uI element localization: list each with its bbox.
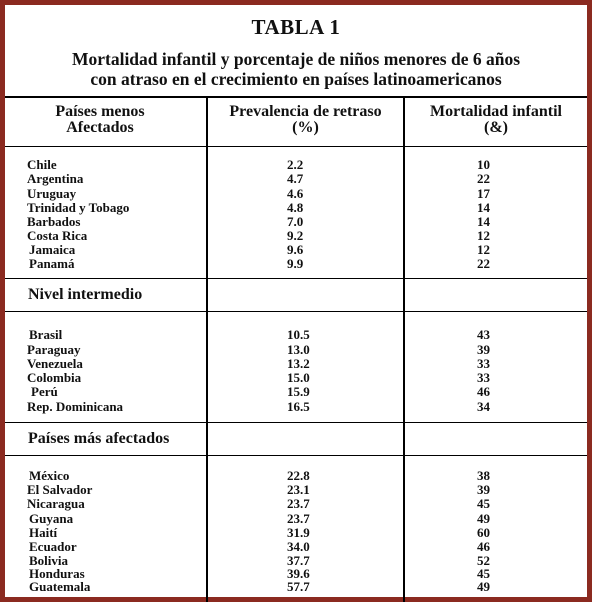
prevalence-cell: 4.8: [287, 200, 304, 215]
country-cell: Nicaragua: [27, 496, 85, 511]
mortality-cell: 14: [477, 214, 490, 229]
mortality-cell: 49: [477, 579, 490, 594]
header-mortality-line-1: Mortalidad infantil: [429, 103, 562, 120]
mortality-cell: 33: [477, 356, 490, 371]
country-cell: El Salvador: [27, 482, 93, 497]
prevalence-cell: 31.9: [287, 525, 310, 540]
prevalence-cell: 7.0: [287, 214, 304, 229]
prevalence-cell: 34.0: [287, 539, 310, 554]
mortality-cell: 22: [477, 256, 490, 271]
prevalence-cell: 4.7: [287, 171, 304, 186]
mortality-cell: 39: [477, 342, 490, 357]
mortality-cell: 22: [477, 171, 490, 186]
mortality-cell: 17: [477, 186, 490, 201]
country-cell: Guatemala: [29, 579, 91, 594]
prevalence-cell: 39.6: [287, 566, 310, 581]
country-cell: Jamaica: [29, 242, 76, 257]
mortality-cell: 34: [477, 399, 490, 414]
table-title: TABLA 1: [251, 15, 341, 39]
section2-bottom-rule: [5, 311, 587, 312]
mortality-cell: 46: [477, 384, 490, 399]
table-subtitle: [5, 49, 587, 89]
prevalence-cell: 9.6: [287, 242, 304, 257]
prevalence-cell: 22.8: [287, 468, 310, 483]
header-mortality: [405, 104, 587, 136]
mortality-cell: 12: [477, 228, 490, 243]
country-cell: Costa Rica: [27, 228, 88, 243]
country-cell: Argentina: [27, 171, 84, 186]
prevalence-cell: 2.2: [287, 157, 304, 172]
mortality-cell: 45: [477, 566, 490, 581]
country-cell: Guyana: [29, 511, 74, 526]
prevalence-cell: 9.2: [287, 228, 304, 243]
country-cell: Chile: [27, 157, 57, 172]
country-cell: Barbados: [27, 214, 81, 229]
column-divider-1: [206, 96, 208, 602]
country-cell: Haití: [29, 525, 58, 540]
prevalence-cell: 15.0: [287, 370, 310, 385]
country-cell: México: [29, 468, 70, 483]
mortality-cell: 10: [477, 157, 490, 172]
country-cell: Honduras: [29, 566, 85, 581]
subtitle-line-1: Mortalidad infantil y porcentaje de niños menores de 6 años: [71, 49, 521, 69]
prevalence-cell: 23.1: [287, 482, 310, 497]
country-cell: Panamá: [29, 256, 75, 271]
mortality-cell: 60: [477, 525, 490, 540]
header-countries-line-2: Afectados: [66, 119, 134, 136]
country-cell: Trinidad y Tobago: [27, 200, 130, 215]
mortality-cell: 45: [477, 496, 490, 511]
mortality-cell: 46: [477, 539, 490, 554]
prevalence-cell: 23.7: [287, 496, 310, 511]
mortality-cell: 12: [477, 242, 490, 257]
section3-top-rule: [5, 422, 587, 423]
country-cell: Brasil: [29, 327, 63, 342]
prevalence-cell: 57.7: [287, 579, 310, 594]
country-cell: Venezuela: [27, 356, 83, 371]
prevalence-cell: 13.0: [287, 342, 310, 357]
mortality-cell: 49: [477, 511, 490, 526]
header-prevalence-line-1: Prevalencia de retraso: [229, 103, 382, 120]
prevalence-cell: 4.6: [287, 186, 304, 201]
prevalence-cell: 13.2: [287, 356, 310, 371]
prevalence-cell: 37.7: [287, 553, 310, 568]
prevalence-cell: 16.5: [287, 399, 310, 414]
country-cell: Paraguay: [27, 342, 81, 357]
country-cell: Bolivia: [29, 553, 69, 568]
prevalence-cell: 9.9: [287, 256, 304, 271]
section-label-intermediate: Nivel intermedio: [28, 286, 143, 303]
country-cell: Colombia: [27, 370, 82, 385]
mortality-cell: 39: [477, 482, 490, 497]
header-mortality-line-2: (&): [484, 119, 508, 136]
mortality-cell: 43: [477, 327, 490, 342]
column-divider-2: [403, 96, 405, 602]
mortality-cell: 52: [477, 553, 490, 568]
country-cell: Perú: [31, 384, 58, 399]
section3-bottom-rule: [5, 455, 587, 456]
country-cell: Ecuador: [29, 539, 77, 554]
country-cell: Uruguay: [27, 186, 77, 201]
prevalence-cell: 15.9: [287, 384, 310, 399]
header-prevalence-line-2: (%): [292, 119, 319, 136]
mortality-cell: 38: [477, 468, 490, 483]
header-countries-line-1: Países menos: [55, 103, 145, 120]
prevalence-cell: 23.7: [287, 511, 310, 526]
mortality-cell: 14: [477, 200, 490, 215]
country-cell: Rep. Dominicana: [27, 399, 124, 414]
prevalence-cell: 10.5: [287, 327, 310, 342]
header-bottom-rule: [5, 146, 587, 147]
header-prevalence: [208, 104, 403, 136]
header-countries: [15, 104, 185, 136]
header-top-rule: [5, 96, 587, 98]
section-label-most-affected: Países más afectados: [28, 430, 170, 447]
mortality-cell: 33: [477, 370, 490, 385]
section2-top-rule: [5, 278, 587, 279]
subtitle-line-2: con atraso en el crecimiento en países latinoamericanos: [90, 69, 502, 89]
